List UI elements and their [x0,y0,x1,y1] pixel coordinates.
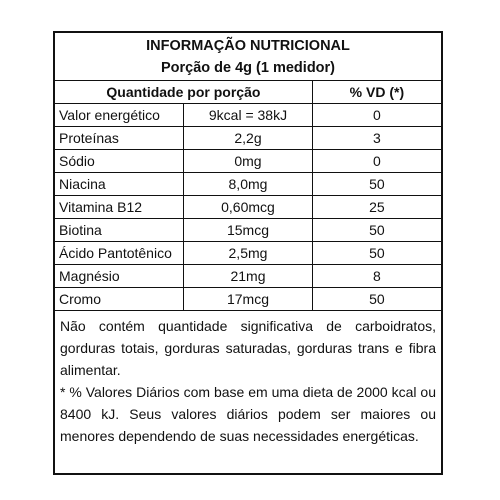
nutrient-dv: 3 [312,127,441,150]
quantity-header: Quantidade por porção [55,81,312,104]
nutrient-name: Valor energético [55,104,184,127]
nutrient-amount: 21mg [184,265,313,288]
table-row [55,242,441,265]
nutrition-facts-table [53,31,443,475]
nutrient-dv: 25 [312,196,441,219]
nutrient-name: Niacina [55,173,184,196]
nutrient-dv: 8 [312,265,441,288]
nutrient-dv: 50 [312,219,441,242]
table-row [55,219,441,242]
nutrient-dv: 50 [312,242,441,265]
nutrient-name: Biotina [55,219,184,242]
nutrient-dv: 50 [312,288,441,311]
table-row [55,196,441,219]
nutrient-amount: 2,2g [184,127,313,150]
table-title: INFORMAÇÃO NUTRICIONAL [146,38,350,54]
dv-header: % VD (*) [312,81,441,104]
footnote [55,311,441,447]
nutrient-dv: 0 [312,104,441,127]
footnote-daily-values: * % Valores Diários com base em uma dieta de 2000 kcal ou 8400 kJ. Seus valores diários podem ser maiores ou menores dependendo de suas necessidades energéticas. [60,384,436,444]
footnote-not-significant: Não contém quantidade significativa de carboidratos, gorduras totais, gorduras saturadas, gorduras trans e fibra alimentar. [60,318,436,378]
nutrient-dv: 0 [312,150,441,173]
nutrient-table [55,81,441,311]
table-row [55,104,441,127]
nutrient-amount: 0,60mcg [184,196,313,219]
nutrient-amount: 9kcal = 38kJ [184,104,313,127]
nutrient-name: Vitamina B12 [55,196,184,219]
nutrient-amount: 17mcg [184,288,313,311]
nutrient-name: Cromo [55,288,184,311]
nutrient-amount: 15mcg [184,219,313,242]
serving-size: Porção de 4g (1 medidor) [160,60,336,76]
nutrient-name: Sódio [55,150,184,173]
nutrient-amount: 2,5mg [184,242,313,265]
table-row [55,288,441,311]
nutrient-dv: 50 [312,173,441,196]
table-row [55,265,441,288]
column-header-row [55,81,441,104]
nutrient-name: Proteínas [55,127,184,150]
nutrient-name: Ácido Pantotênico [55,242,184,265]
nutrient-amount: 8,0mg [184,173,313,196]
table-header [55,33,441,81]
table-row [55,173,441,196]
table-row [55,150,441,173]
table-row [55,127,441,150]
nutrient-amount: 0mg [184,150,313,173]
nutrient-name: Magnésio [55,265,184,288]
